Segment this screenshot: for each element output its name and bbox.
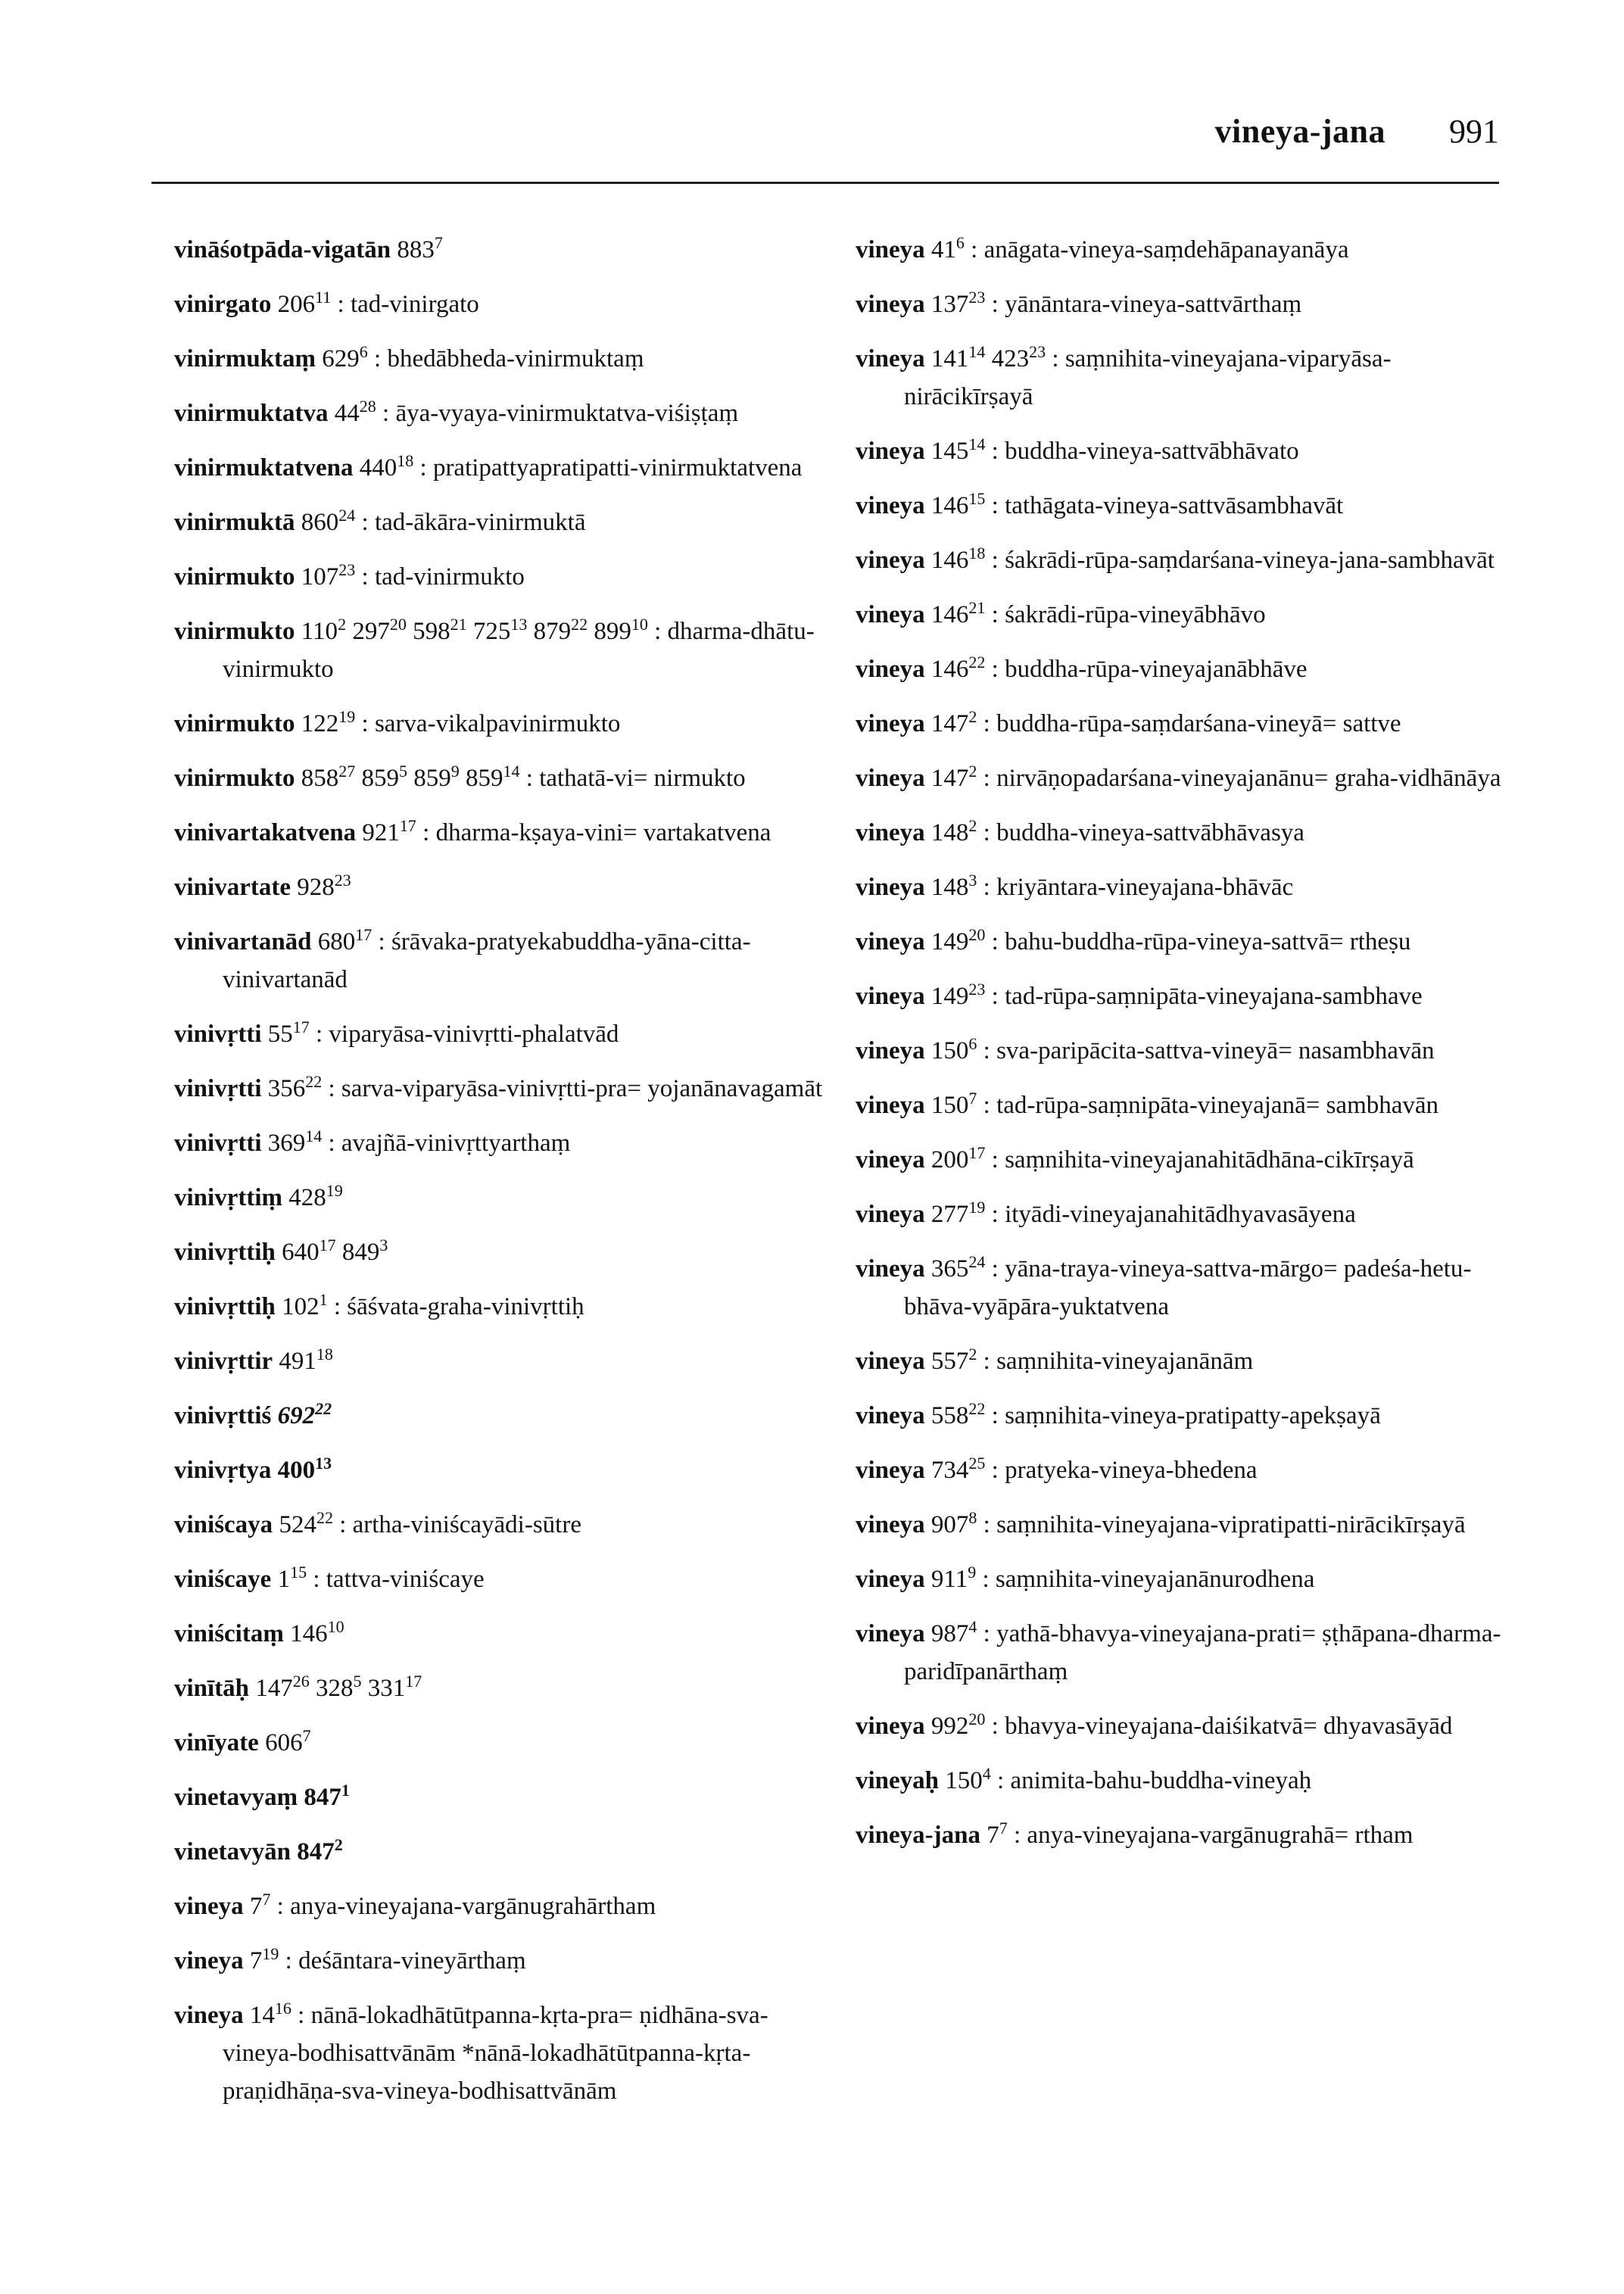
index-entry: vineya $148^2$ : buddha-vineya-sattvābhāvasya: [856, 816, 1304, 846]
entry-gloss: tad-rūpa-saṃnipāta-vineyajanā= sambhavān: [996, 1092, 1439, 1119]
entry-gloss: anya-vineyajana-vargānugrahārtham: [290, 1893, 656, 1920]
index-entry: vinirgato $206^{11}$ : tad-vinirgato: [174, 288, 479, 318]
entry-headword: viniścitaṃ: [174, 1620, 284, 1647]
entry-headword: vineya: [856, 438, 925, 465]
entry-references: $14^{16}$: [249, 1999, 291, 2029]
entry-headword: vineya: [856, 710, 925, 737]
entry-references: $147^2$: [930, 707, 977, 737]
entry-references: $41^6$: [930, 233, 965, 263]
entry-gloss: buddha-vineya-sattvābhāvato: [1005, 438, 1299, 465]
index-entry: vineya $146^{22}$ : buddha-rūpa-vineyajanābhāve: [856, 653, 1308, 683]
index-entry: vinivṛtti $55^{17}$ : viparyāsa-vinivṛtti-phalatvād: [174, 1018, 619, 1048]
index-entry: vineya $149^{20}$ : bahu-buddha-rūpa-vineya-sattvā= rtheṣu: [856, 925, 1411, 955]
entry-references: $629^6$: [322, 342, 368, 372]
index-entry: [174, 1669, 840, 1707]
entry-gloss: śakrādi-rūpa-saṃdarśana-vineya-jana-sambhavāt: [1005, 547, 1495, 574]
entry-references: $107^{23}$: [301, 560, 356, 591]
entry-references: $149^{20}$: [930, 925, 986, 955]
entry-gloss: tad-rūpa-saṃnipāta-vineyajana-sambhave: [1005, 983, 1423, 1010]
index-entry: vineya $147^2$ : buddha-rūpa-saṃdarśana-vineyā= sattve: [856, 707, 1401, 737]
index-entry: vineya $137^{23}$ : yānāntara-vineya-sattvārthaṃ: [856, 288, 1302, 318]
entry-gloss: bhavya-vineyajana-daiśikatvā= dhyavasāyād: [1005, 1713, 1453, 1740]
entry-references: $640^{17}$ $849^3$: [282, 1236, 388, 1266]
index-entry: vineya $150^6$ : sva-paripācita-sattva-vineyā= nasambhavān: [856, 1034, 1435, 1064]
index-entry: vineya $146^{15}$ : tathāgata-vineya-sattvāsambhavāt: [856, 489, 1344, 519]
entry-headword: vineya: [856, 601, 925, 628]
entry-references: $148^2$: [930, 816, 977, 846]
entry-gloss: buddha-vineya-sattvābhāvasya: [996, 819, 1304, 846]
entry-references: $146^{22}$: [930, 653, 986, 683]
index-entry: vinirmuktatva $44^{28}$ : āya-vyaya-vinirmuktatva-viśiṣṭaṃ: [174, 397, 739, 427]
entry-gloss: saṃnihita-vineya-pratipatty-apekṣayā: [1005, 1402, 1381, 1429]
index-entry: vineya $14^{16}$ : nānā-lokadhātūtpanna-kṛta-pra= ṇidhāna-sva-vineya-bodhisattvānām *nānā-lokadhātūtpanna-kṛta-praṇidhāṇa-sva-vineya-bodhisattvānām: [174, 1999, 768, 2105]
entry-headword: vinirmuktaṃ: [174, 345, 316, 372]
left-column: [174, 231, 840, 2127]
entry-references: $137^{23}$: [930, 288, 986, 318]
entry-headword: vinivṛtti: [174, 1075, 262, 1102]
entry-headword: vineya: [856, 1348, 925, 1375]
entry-references: $356^{22}$: [267, 1072, 323, 1102]
entry-references: $860^{24}$: [301, 506, 356, 536]
entry-headword: vinivṛttiḥ: [174, 1293, 276, 1320]
entry-gloss: tad-ākāra-vinirmuktā: [374, 509, 586, 536]
entry-references: $110^2$ $297^{20}$ $598^{21}$ $725^{13}$ $879^{22}$ $899^{10}$: [301, 615, 648, 645]
entry-headword: vineya: [856, 1255, 925, 1283]
entry-references: $122^{19}$: [301, 707, 356, 737]
entry-headword: vineya: [856, 874, 925, 901]
index-entry: vineya $734^{25}$ : pratyeka-vineya-bhedena: [856, 1454, 1258, 1484]
index-entry: vinirmukto $110^2$ $297^{20}$ $598^{21}$ $725^{13}$ $879^{22}$ $899^{10}$ : dharma-dhātu-vinirmukto: [174, 615, 815, 683]
entry-headword: vineya: [174, 2002, 244, 2029]
page-number: 991: [1449, 113, 1499, 150]
index-entry: vineya $992^{20}$ : bhavya-vineyajana-daiśikatvā= dhyavasāyād: [856, 1710, 1453, 1740]
entry-headword: vinivartate: [174, 874, 291, 901]
index-entry: [174, 231, 840, 269]
index-entry: vineya $987^4$ : yathā-bhavya-vineyajana-prati= ṣṭhāpana-dharma-paridīpanārthaṃ: [856, 1617, 1501, 1685]
entry-references: $491^{18}$: [279, 1345, 333, 1375]
entry-gloss: saṃnihita-vineyajana-vipratipatti-nirācikīrṣayā: [996, 1511, 1466, 1538]
entry-gloss: tad-vinirmukto: [374, 563, 525, 591]
entry-references: $150^6$: [930, 1034, 977, 1064]
entry-references: $558^{22}$: [930, 1399, 986, 1429]
entry-references: $147^{26}$ $328^5$ $331^{17}$: [255, 1672, 422, 1702]
entry-gloss: buddha-rūpa-saṃdarśana-vineyā= sattve: [996, 710, 1401, 737]
entry-gloss: āya-vyaya-vinirmuktatva-viśiṣṭaṃ: [395, 400, 739, 427]
entry-references: $149^{23}$: [930, 980, 986, 1010]
entry-references: $858^{27}$ $859^5$ $859^9$ $859^{14}$: [301, 762, 520, 792]
entry-references: $148^3$: [930, 871, 977, 901]
entry-references: $907^8$: [930, 1508, 977, 1538]
index-entry: [174, 1615, 840, 1653]
entry-references: $400^{13}$: [277, 1454, 332, 1484]
entry-gloss: dharma-kṣaya-vini= vartakatvena: [435, 819, 771, 846]
index-entry: [174, 1451, 840, 1489]
index-entry: vineya $277^{19}$ : ityādi-vineyajanahitādhyavasāyena: [856, 1198, 1356, 1228]
entry-references: $55^{17}$: [267, 1018, 310, 1048]
entry-gloss: śāśvata-graha-vinivṛttiḥ: [347, 1293, 584, 1320]
entry-gloss: deśāntara-vineyārthaṃ: [298, 1947, 526, 1975]
entry-gloss: nānā-lokadhātūtpanna-kṛta-pra= ṇidhāna-sva-vineya-bodhisattvānām *nānā-lokadhātūtpanna-kṛta-praṇidhāṇa-sva-vineya-bodhisattvānām: [223, 2002, 768, 2105]
index-entry: vineya $911^9$ : saṃnihita-vineyajanānurodhena: [856, 1563, 1315, 1593]
entry-gloss: bhedābheda-vinirmuktaṃ: [387, 345, 644, 372]
index-entry: [174, 1342, 840, 1380]
entry-references: $146^{18}$: [930, 544, 986, 574]
entry-headword: vineya: [856, 819, 925, 846]
entry-gloss: animita-bahu-buddha-vineyaḥ: [1010, 1767, 1312, 1794]
index-entry: vinirmuktatvena $440^{18}$ : pratipattyapratipatti-vinirmuktatvena: [174, 451, 803, 482]
entry-gloss: tathāgata-vineya-sattvāsambhavāt: [1005, 492, 1344, 519]
entry-headword: vinirmuktatva: [174, 400, 329, 427]
entry-headword: vinivṛttiḥ: [174, 1239, 276, 1266]
entry-gloss: viparyāsa-vinivṛtti-phalatvād: [329, 1021, 619, 1048]
index-entry: [174, 868, 840, 906]
entry-gloss: tattva-viniścaye: [326, 1566, 485, 1593]
entry-headword: vinivartanād: [174, 928, 312, 955]
entry-headword: vineya: [856, 1620, 925, 1647]
index-entry: vineyaḥ $150^4$ : animita-bahu-buddha-vineyaḥ: [856, 1764, 1312, 1794]
entry-headword: vineya-jana: [856, 1822, 980, 1849]
entry-headword: vinītāḥ: [174, 1675, 250, 1702]
entry-gloss: pratyeka-vineya-bhedena: [1005, 1457, 1258, 1484]
entry-gloss: anāgata-vineya-saṃdehāpanayanāya: [983, 236, 1349, 263]
entry-headword: vineya: [856, 492, 925, 519]
entry-references: $206^{11}$: [277, 288, 332, 318]
entry-references: $146^{10}$: [290, 1617, 344, 1647]
entry-gloss: bahu-buddha-rūpa-vineya-sattvā= rtheṣu: [1005, 928, 1411, 955]
index-entry: vineya $146^{21}$ : śakrādi-rūpa-vineyābhāvo: [856, 598, 1266, 628]
index-entry: viniścaye $1^{15}$ : tattva-viniścaye: [174, 1563, 485, 1593]
entry-references: $928^{23}$: [297, 871, 351, 901]
index-entry: vineya $365^{24}$ : yāna-traya-vineya-sattva-mārgo= padeśa-hetu-bhāva-vyāpāra-yuktatvena: [856, 1252, 1472, 1320]
entry-gloss: saṃnihita-vineyajanānām: [996, 1348, 1254, 1375]
index-entry: vineya $149^{23}$ : tad-rūpa-saṃnipāta-vineyajana-sambhave: [856, 980, 1423, 1010]
entry-headword: vinirmukto: [174, 618, 295, 645]
entry-references: $147^2$: [930, 762, 977, 792]
entry-references: $911^9$: [930, 1563, 977, 1593]
entry-headword: vinirmukto: [174, 710, 295, 737]
entry-headword: vinirmuktā: [174, 509, 295, 536]
index-entry: vinirmukto $107^{23}$ : tad-vinirmukto: [174, 560, 525, 591]
entry-references: $734^{25}$: [930, 1454, 986, 1484]
entry-references: $200^{17}$: [930, 1143, 986, 1173]
entry-gloss: sarva-viparyāsa-vinivṛtti-pra= yojanānavagamāt: [341, 1075, 823, 1102]
entry-gloss: buddha-rūpa-vineyajanābhāve: [1005, 656, 1308, 683]
entry-references: $557^2$: [930, 1345, 977, 1375]
entry-references: $141^{14}$ $423^{23}$: [930, 342, 1046, 372]
entry-gloss: nirvāṇopadarśana-vineyajanānu= graha-vidhānāya: [996, 765, 1501, 792]
index-entry: vineya $7^{19}$ : deśāntara-vineyārthaṃ: [174, 1944, 526, 1975]
entry-references: $146^{15}$: [930, 489, 986, 519]
entry-references: $102^1$: [282, 1290, 328, 1320]
entry-references: $992^{20}$: [930, 1710, 986, 1740]
entry-headword: vineya: [856, 928, 925, 955]
entry-gloss: kriyāntara-vineyajana-bhāvāc: [996, 874, 1294, 901]
entry-gloss: tad-vinirgato: [350, 291, 479, 318]
index-entry: vinirmukto $858^{27}$ $859^5$ $859^9$ $859^{14}$ : tathatā-vi= nirmukto: [174, 762, 746, 792]
index-entry: vinirmukto $122^{19}$ : sarva-vikalpavinirmukto: [174, 707, 621, 737]
index-entry: vineya $150^7$ : tad-rūpa-saṃnipāta-vineyajanā= sambhavān: [856, 1089, 1439, 1119]
entry-references: $680^{17}$: [317, 925, 372, 955]
entry-gloss: yāna-traya-vineya-sattva-mārgo= padeśa-hetu-bhāva-vyāpāra-yuktatvena: [904, 1255, 1472, 1320]
entry-references: $428^{19}$: [288, 1181, 343, 1211]
index-entry: vinivṛtti $356^{22}$ : sarva-viparyāsa-vinivṛtti-pra= yojanānavagamāt: [174, 1072, 823, 1102]
index-entry: vineya $907^8$ : saṃnihita-vineyajana-vipratipatti-nirācikīrṣayā: [856, 1508, 1466, 1538]
entry-headword: vinirmukto: [174, 765, 295, 792]
index-entry: viniścaya $524^{22}$ : artha-viniścayādi-sūtre: [174, 1508, 581, 1538]
entry-references: $440^{18}$: [359, 451, 414, 482]
index-entry: vineya $557^2$ : saṃnihita-vineyajanānām: [856, 1345, 1254, 1375]
entry-references: $524^{22}$: [279, 1508, 333, 1538]
index-entry: vineya $146^{18}$ : śakrādi-rūpa-saṃdarśana-vineya-jana-sambhavāt: [856, 544, 1495, 574]
entry-headword: vinetavyān: [174, 1838, 291, 1865]
index-entry: vineya $148^3$ : kriyāntara-vineyajana-bhāvāc: [856, 871, 1294, 901]
entry-headword: vinivṛtti: [174, 1130, 262, 1157]
entry-references: $847^2$: [297, 1835, 343, 1865]
entry-headword: vinivṛtti: [174, 1021, 262, 1048]
entry-references: $883^7$: [397, 233, 443, 263]
entry-references: $7^7$: [249, 1890, 271, 1920]
entry-headword: vineya: [174, 1947, 244, 1975]
entry-gloss: dharma-dhātu-vinirmukto: [223, 618, 815, 683]
entry-gloss: avajñā-vinivṛttyarthaṃ: [341, 1130, 571, 1157]
entry-gloss: yānāntara-vineya-sattvārthaṃ: [1005, 291, 1302, 318]
entry-headword: vineya: [856, 1511, 925, 1538]
index-entry: vineya $141^{14}$ $423^{23}$ : saṃnihita-vineyajana-viparyāsa-nirācikīrṣayā: [856, 342, 1392, 410]
entry-references: $145^{14}$: [930, 435, 986, 465]
entry-headword: vinetavyaṃ: [174, 1784, 298, 1811]
index-entry: vineya $145^{14}$ : buddha-vineya-sattvābhāvato: [856, 435, 1299, 465]
entry-headword: vineya: [856, 1037, 925, 1064]
entry-headword: vineya: [856, 547, 925, 574]
entry-headword: viniścaye: [174, 1566, 272, 1593]
index-entry: vinivartanād $680^{17}$ : śrāvaka-pratyekabuddha-yāna-citta-vinivartanād: [174, 925, 751, 993]
entry-headword: vineya: [856, 1092, 925, 1119]
entry-gloss: saṃnihita-vineyajanahitādhāna-cikīrṣayā: [1005, 1146, 1414, 1173]
entry-gloss: śrāvaka-pratyekabuddha-yāna-citta-vinivartanād: [223, 928, 751, 993]
entry-references: $7^{19}$: [249, 1944, 279, 1975]
entry-references: $1^{15}$: [277, 1563, 307, 1593]
entry-headword: vinirmukto: [174, 563, 295, 591]
entry-headword: vinivṛttiṃ: [174, 1184, 282, 1211]
entry-headword: vinīyate: [174, 1729, 259, 1756]
entry-references: $146^{21}$: [930, 598, 986, 628]
entry-gloss: sva-paripācita-sattva-vineyā= nasambhavān: [996, 1037, 1435, 1064]
entry-gloss: tathatā-vi= nirmukto: [539, 765, 746, 792]
index-entry: vineya $558^{22}$ : saṃnihita-vineya-pratipatty-apekṣayā: [856, 1399, 1381, 1429]
entry-headword: vinirgato: [174, 291, 272, 318]
entry-gloss: ityādi-vineyajanahitādhyavasāyena: [1005, 1201, 1356, 1228]
entry-headword: vineya: [856, 1713, 925, 1740]
entry-references: $987^4$: [930, 1617, 977, 1647]
entry-references: $921^{17}$: [362, 816, 416, 846]
index-entry: vinirmuktaṃ $629^6$ : bhedābheda-vinirmuktaṃ: [174, 342, 644, 372]
entry-headword: vinivṛtya: [174, 1457, 272, 1484]
entry-references: $692^{22}$: [277, 1399, 332, 1429]
index-entry: vineya $147^2$ : nirvāṇopadarśana-vineyajanānu= graha-vidhānāya: [856, 762, 1501, 792]
entry-references: $606^7$: [265, 1726, 311, 1756]
entry-references: $150^4$: [945, 1764, 991, 1794]
entry-references: $150^7$: [930, 1089, 977, 1119]
index-entry: vineya $7^7$ : anya-vineyajana-vargānugrahārtham: [174, 1890, 656, 1920]
entry-references: $7^7$: [987, 1819, 1008, 1849]
entry-headword: vineya: [856, 1146, 925, 1173]
entry-headword: vineya: [856, 1566, 925, 1593]
entry-gloss: artha-viniścayādi-sūtre: [352, 1511, 581, 1538]
entry-references: $44^{28}$: [334, 397, 376, 427]
entry-headword: vineya: [174, 1893, 244, 1920]
index-entry: vinivartakatvena $921^{17}$ : dharma-kṣaya-vini= vartakatvena: [174, 816, 771, 846]
entry-gloss: saṃnihita-vineyajanānurodhena: [995, 1566, 1315, 1593]
index-entry: [174, 1833, 840, 1871]
entry-headword: vineya: [856, 236, 925, 263]
running-head: vineya-jana: [1214, 113, 1386, 150]
entry-headword: vineya: [856, 1201, 925, 1228]
index-entry: vineya $41^6$ : anāgata-vineya-saṃdehāpanayanāya: [856, 233, 1349, 263]
page-header: [151, 106, 1499, 184]
entry-headword: vineya: [856, 1402, 925, 1429]
index-entry: vinivṛttiḥ $102^1$ : śāśvata-graha-vinivṛttiḥ: [174, 1290, 584, 1320]
entry-gloss: sarva-vikalpavinirmukto: [374, 710, 621, 737]
index-entry: [174, 1233, 840, 1271]
index-entry: vinirmuktā $860^{24}$ : tad-ākāra-vinirmuktā: [174, 506, 586, 536]
entry-headword: vinivṛttir: [174, 1348, 273, 1375]
entry-headword: vineyaḥ: [856, 1767, 940, 1794]
entry-headword: viniścaya: [174, 1511, 273, 1538]
entry-gloss: yathā-bhavya-vineyajana-prati= ṣṭhāpana-dharma-paridīpanārthaṃ: [904, 1620, 1501, 1685]
entry-references: $847^1$: [304, 1781, 350, 1811]
entry-headword: vineya: [856, 765, 925, 792]
index-entry: [174, 1778, 840, 1816]
entry-headword: vināśotpāda-vigatān: [174, 236, 391, 263]
entry-headword: vinirmuktatvena: [174, 454, 354, 482]
right-column: [856, 231, 1514, 1871]
entry-headword: vineya: [856, 1457, 925, 1484]
index-entry: [174, 1724, 840, 1762]
entry-references: $277^{19}$: [930, 1198, 986, 1228]
entry-headword: vinivṛttiś: [174, 1402, 272, 1429]
index-entry: [174, 1179, 840, 1217]
entry-headword: vineya: [856, 656, 925, 683]
index-entry: [174, 1397, 840, 1435]
entry-headword: vineya: [856, 983, 925, 1010]
entry-gloss: śakrādi-rūpa-vineyābhāvo: [1005, 601, 1266, 628]
index-entry: vinivṛtti $369^{14}$ : avajñā-vinivṛttyarthaṃ: [174, 1127, 571, 1157]
entry-references: $365^{24}$: [930, 1252, 986, 1283]
entry-headword: vineya: [856, 291, 925, 318]
index-entry: vineya $200^{17}$ : saṃnihita-vineyajanahitādhāna-cikīrṣayā: [856, 1143, 1414, 1173]
entry-headword: vinivartakatvena: [174, 819, 357, 846]
index-entry: vineya-jana $7^7$ : anya-vineyajana-vargānugrahā= rtham: [856, 1819, 1414, 1849]
entry-gloss: anya-vineyajana-vargānugrahā= rtham: [1027, 1822, 1414, 1849]
entry-references: $369^{14}$: [267, 1127, 323, 1157]
entry-headword: vineya: [856, 345, 925, 372]
entry-gloss: saṃnihita-vineyajana-viparyāsa-nirācikīrṣayā: [904, 345, 1392, 410]
entry-gloss: pratipattyapratipatti-vinirmuktatvena: [432, 454, 803, 482]
